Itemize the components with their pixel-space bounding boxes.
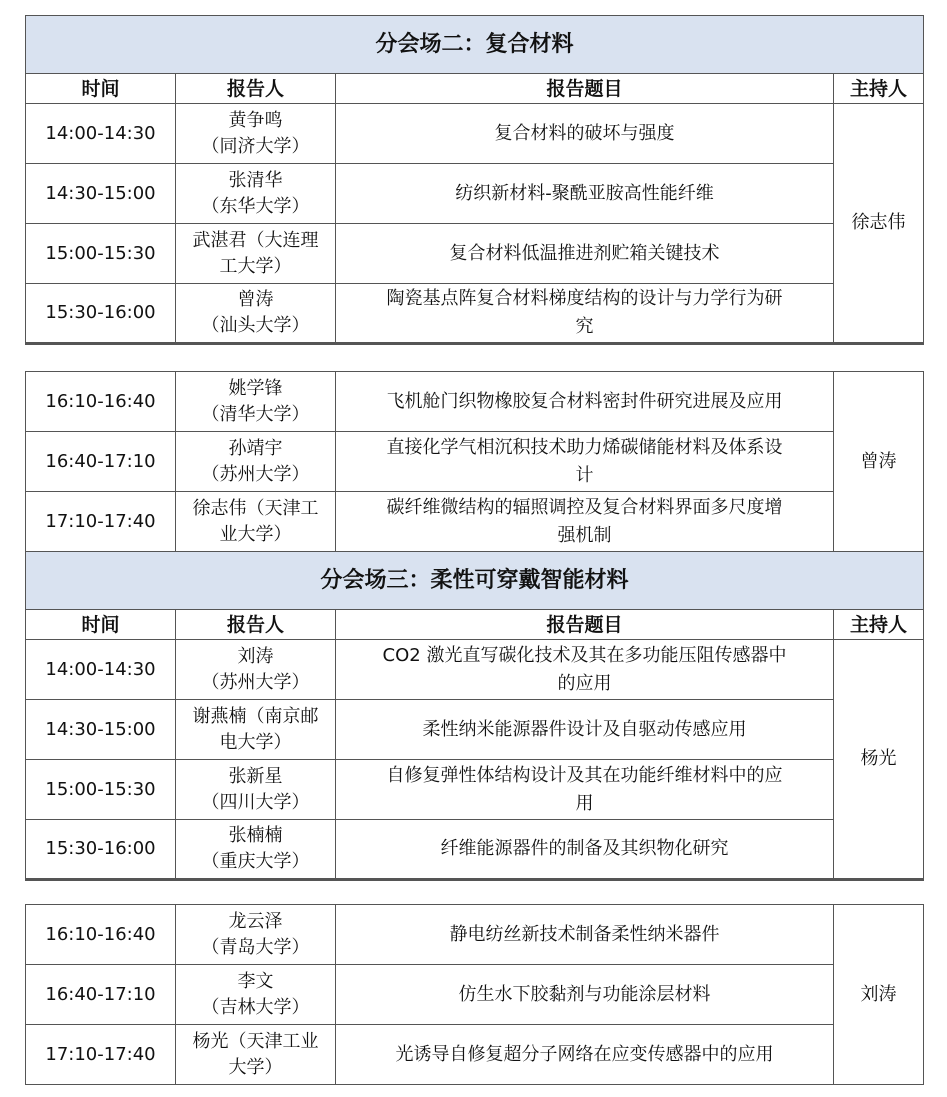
- table-row: [26, 164, 924, 224]
- topic-cell: 纤维能源器件的制备及其织物化研究: [336, 820, 834, 880]
- table-row: [26, 104, 924, 164]
- topic-cell: 陶瓷基点阵复合材料梯度结构的设计与力学行为研 究: [336, 284, 834, 344]
- time-cell: 17:10-17:40: [26, 492, 176, 552]
- table-row: [26, 224, 924, 284]
- session-3-table-part-2: [25, 904, 924, 1085]
- time-cell: 16:10-16:40: [26, 905, 176, 965]
- speaker-cell: 刘涛 （苏州大学）: [176, 640, 336, 700]
- header-time: 时间: [26, 74, 176, 104]
- table-row: [26, 372, 924, 432]
- table-row: [26, 284, 924, 344]
- time-cell: 16:40-17:10: [26, 965, 176, 1025]
- time-cell: 15:30-16:00: [26, 820, 176, 880]
- speaker-cell: 孙靖宇 （苏州大学）: [176, 432, 336, 492]
- time-cell: 14:30-15:00: [26, 700, 176, 760]
- speaker-cell: 李文 （吉林大学）: [176, 965, 336, 1025]
- speaker-cell: 武湛君（大连理 工大学）: [176, 224, 336, 284]
- table-row: [26, 905, 924, 965]
- session-2-table-part-1: [25, 15, 924, 345]
- time-cell: 17:10-17:40: [26, 1025, 176, 1085]
- session-2-3-table: [25, 371, 924, 881]
- header-time: 时间: [26, 610, 176, 640]
- time-cell: 15:30-16:00: [26, 284, 176, 344]
- header-host: 主持人: [834, 74, 924, 104]
- topic-cell: CO2 激光直写碳化技术及其在多功能压阻传感器中 的应用: [336, 640, 834, 700]
- time-cell: 16:10-16:40: [26, 372, 176, 432]
- time-cell: 15:00-15:30: [26, 224, 176, 284]
- session-title: 分会场三：柔性可穿戴智能材料: [26, 552, 924, 610]
- speaker-cell: 姚学锋 （清华大学）: [176, 372, 336, 432]
- speaker-cell: 谢燕楠（南京邮 电大学）: [176, 700, 336, 760]
- speaker-cell: 张新星 （四川大学）: [176, 760, 336, 820]
- topic-cell: 自修复弹性体结构设计及其在功能纤维材料中的应 用: [336, 760, 834, 820]
- header-host: 主持人: [834, 610, 924, 640]
- speaker-cell: 黄争鸣 （同济大学）: [176, 104, 336, 164]
- table-row: [26, 760, 924, 820]
- table-row: [26, 492, 924, 552]
- topic-cell: 复合材料的破坏与强度: [336, 104, 834, 164]
- table-row: [26, 1025, 924, 1085]
- topic-cell: 飞机舱门织物橡胶复合材料密封件研究进展及应用: [336, 372, 834, 432]
- speaker-cell: 张楠楠 （重庆大学）: [176, 820, 336, 880]
- topic-cell: 复合材料低温推进剂贮箱关键技术: [336, 224, 834, 284]
- table-row: [26, 965, 924, 1025]
- header-topic: 报告题目: [336, 74, 834, 104]
- topic-cell: 直接化学气相沉积技术助力烯碳储能材料及体系设 计: [336, 432, 834, 492]
- topic-cell: 柔性纳米能源器件设计及自驱动传感应用: [336, 700, 834, 760]
- topic-cell: 仿生水下胶黏剂与功能涂层材料: [336, 965, 834, 1025]
- table-row: [26, 640, 924, 700]
- session-title: 分会场二：复合材料: [26, 16, 924, 74]
- speaker-cell: 徐志伟（天津工 业大学）: [176, 492, 336, 552]
- table-row: [26, 820, 924, 880]
- time-cell: 16:40-17:10: [26, 432, 176, 492]
- time-cell: 15:00-15:30: [26, 760, 176, 820]
- host-cell: 曾涛: [834, 372, 924, 552]
- speaker-cell: 张清华 （东华大学）: [176, 164, 336, 224]
- topic-cell: 纺织新材料-聚酰亚胺高性能纤维: [336, 164, 834, 224]
- header-topic: 报告题目: [336, 610, 834, 640]
- topic-cell: 碳纤维微结构的辐照调控及复合材料界面多尺度增 强机制: [336, 492, 834, 552]
- topic-cell: 光诱导自修复超分子网络在应变传感器中的应用: [336, 1025, 834, 1085]
- host-cell: 徐志伟: [834, 104, 924, 344]
- time-cell: 14:30-15:00: [26, 164, 176, 224]
- header-speaker: 报告人: [176, 610, 336, 640]
- time-cell: 14:00-14:30: [26, 104, 176, 164]
- header-speaker: 报告人: [176, 74, 336, 104]
- speaker-cell: 曾涛 （汕头大学）: [176, 284, 336, 344]
- speaker-cell: 龙云泽 （青岛大学）: [176, 905, 336, 965]
- host-cell: 刘涛: [834, 905, 924, 1085]
- table-row: [26, 432, 924, 492]
- table-row: [26, 700, 924, 760]
- host-cell: 杨光: [834, 640, 924, 880]
- speaker-cell: 杨光（天津工业 大学）: [176, 1025, 336, 1085]
- topic-cell: 静电纺丝新技术制备柔性纳米器件: [336, 905, 834, 965]
- time-cell: 14:00-14:30: [26, 640, 176, 700]
